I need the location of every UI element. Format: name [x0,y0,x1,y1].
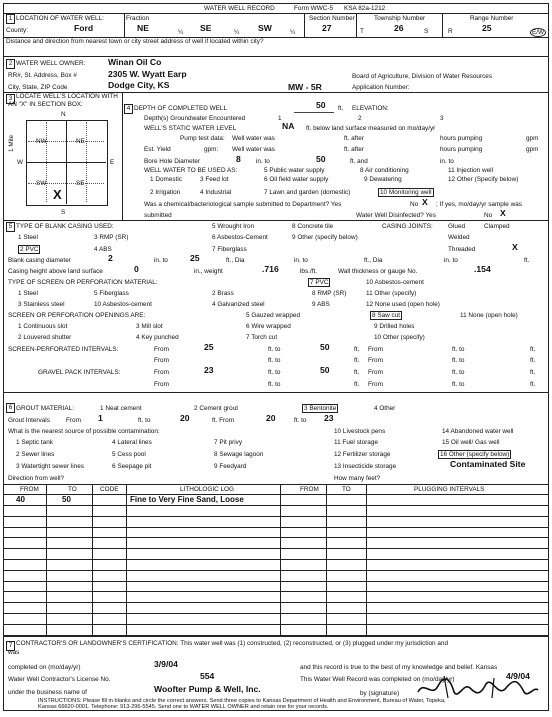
casing-pvc: 2 PVC [20,246,39,253]
contam-abandoned: 14 Abandoned water well [442,428,514,435]
blank-diameter-label: Blank casing diameter [8,257,71,264]
open-continuous: 1 Continuous slot [18,323,68,330]
owner-value: Winan Oil Co [108,57,162,67]
blank-in-to: in. to [154,257,168,264]
range-r: R [448,28,453,35]
casing-fiberglass: 7 Fiberglass [212,246,247,253]
water-well-record-form [3,3,549,711]
screen-type-label: TYPE OF SCREEN OR PERFORATION MATERIAL: [8,279,158,286]
ksa-number: KSA 82a-1212 [344,5,386,12]
joint-threaded-x: X [512,242,518,252]
sp-from-3: From [154,357,169,364]
gp-from-1: From [154,369,169,376]
grout-to-2-value: 23 [324,413,334,423]
open-torch: 7 Torch cut [246,334,278,341]
record-completed-label: This Water Well Record was completed on (mo/day/yr) [300,676,455,683]
open-gauzed: 5 Gauzed wrapped [246,312,301,319]
bore-value: 8 [236,154,241,164]
bore-in-to-2: in. to [440,158,454,165]
grout-ft-from: ft. From [212,417,235,424]
grout-intervals-label: Grout Intervals [8,417,50,424]
screen-galvanized: 10 Asbestos-cement [94,301,152,308]
disinfected-no-x: X [500,208,506,218]
groundwater-1: 1 [278,115,282,122]
wall-gauge-value: .154 [474,264,491,274]
sp-ft-to-3: ft. to [268,357,281,364]
joint-clamped: Clamped [484,223,510,230]
quarter-mark-3: ¼ [290,29,296,36]
license-number: 554 [200,671,215,681]
screen-intervals-label: SCREEN-PERFORATED INTERVALS: [8,346,119,353]
log-row-to: 50 [62,495,71,504]
log-row-line [4,613,548,614]
compass-n: N [61,111,66,118]
groundwater-2: 2 [358,115,362,122]
location-label: LOCATION OF WATER WELL: [16,15,104,22]
log-row-line [4,591,548,592]
joint-threaded: Threaded [448,246,476,253]
log-header-plug-from: FROM [300,486,319,493]
quadrant-sw: SW [36,180,47,187]
township-label: Township Number [374,15,426,22]
use-lawn: 7 Lawn and garden (domestic) [264,189,351,196]
open-saw-cut: 8 Saw cut [372,312,401,319]
well-water-label-2: Well water was [232,146,275,153]
grout-other: 4 Other [374,405,396,412]
grout-from-2-value: 20 [266,413,276,423]
section-number-value: 27 [322,23,332,33]
gp-ft-to-2: ft. to [452,369,465,376]
sp-from-1: From [154,346,169,353]
fraction-q2: SE [200,23,212,33]
how-many-feet-label: How many feet? [334,475,381,482]
contam-oil: 15 Oil well/ Gas well [442,439,500,446]
chem-if-yes: ; If yes, mo/day/yr sample was [436,201,522,208]
business-name: Woofter Pump & Well, Inc. [154,684,261,694]
contam-other: 16 Other (specify below) [440,451,510,458]
grout-neat: 1 Neat cement [100,405,142,412]
section-4-number: 4 [124,104,133,114]
contam-seepage: 6 Seepage pit [112,463,152,470]
open-none: 11 None (open hole) [460,312,518,319]
gpm-2: gpm [526,146,539,153]
locate-label-2: AN "X" IN SECTION BOX: [8,101,83,108]
quadrant-nw: NW [36,138,47,145]
screen-abs: 9 ABS [312,301,330,308]
depth-ft: ft. [338,105,344,112]
open-other: 10 Other (specify) [374,334,425,341]
use-air: 8 Air conditioning [360,167,409,174]
openings-label: SCREEN OR PERFORATION OPENINGS ARE: [8,312,146,319]
use-label: WELL WATER TO BE USED AS: [144,167,238,174]
address-value: 2305 W. Wyatt Earp [108,69,187,79]
pump-test-label: Pump test data: [180,135,225,142]
section-7-number: 7 [6,641,15,651]
joint-glued: Glued [448,223,466,230]
bore-ft-and: ft. and [350,158,368,165]
screen-brass: 3 Stainless steel [18,301,65,308]
static-level-value: NA [282,121,295,131]
casing-concrete: 8 Concrete tile [292,223,334,230]
open-key: 4 Key punched [136,334,179,341]
ft-after-2: ft. after [344,146,364,153]
screen-concrete: 4 Galvanized steel [212,301,265,308]
application-label: Application Number: [352,84,410,91]
gp-from-4: From [368,381,383,388]
gp-ft-4: ft. [530,381,536,388]
log-row-line [4,570,548,571]
gp-ft-2: ft. [530,369,536,376]
log-row-line [4,602,548,603]
joint-welded: Welded [448,234,470,241]
chem-sample-label: Was a chemical/bacteriological sample submitted to Department? Yes [144,201,342,208]
submitted-label: submitted [144,212,172,219]
casing-height-value: 0 [134,264,139,274]
bore-label: Bore Hole Diameter [144,158,201,165]
blank-ft-dia-2: ft., Dia [364,257,383,264]
contaminated-site-value: Contaminated Site [450,459,526,469]
sp-from-4: From [368,357,383,364]
grout-to-1-value: 20 [180,413,190,423]
disinfected-no: No [484,212,493,219]
use-other: 12 Other (Specify below) [448,176,519,183]
township-value: 26 [394,23,404,33]
static-level-label: WELL'S STATIC WATER LEVEL [144,125,237,132]
instructions-2: Kansas 66620-0001. Telephone: 913-296-5545. Send one to WATER WELL OWNER and retain one for your records. [38,704,329,710]
open-wire: 6 Wire wrapped [246,323,291,330]
gp-ft-to-1: ft. to [268,369,281,376]
fraction-q1: NE [137,23,149,33]
log-header-lithologic: LITHOLOGIC LOG [180,486,234,493]
casing-weight-value: .716 [262,264,279,274]
signature-label: by (signature) [360,690,400,697]
gp-from-2: From [368,369,383,376]
grout-bentonite: 3 Bentonite [304,405,337,412]
casing-steel: 1 Steel [18,234,38,241]
township-t: T [360,28,364,35]
ft-after-1: ft. after [344,135,364,142]
gp-ft-3: ft. [354,381,360,388]
screen-asbestos: 10 Asbestos-cement [366,279,424,286]
sp-from-2: From [368,346,383,353]
log-row-line [4,635,548,636]
chem-no: No [410,201,419,208]
use-monitoring: 10 Monitoring well [380,189,432,196]
log-header-from: FROM [20,486,39,493]
log-row-line [4,559,548,560]
section-2-number: 2 [6,59,15,69]
grout-from-1-value: 1 [98,413,103,423]
instructions-1: INSTRUCTIONS: Please fill in blanks and circle the correct answers. Send three copies to Kansas Department of Health and Environment, Bureau of Water, Topeka, [38,698,446,704]
log-row-line [4,581,548,582]
direction-label: Direction from well? [8,475,65,482]
contam-livestock: 10 Livestock pens [334,428,386,435]
casing-other: 9 Other (specify below) [292,234,358,241]
hours-pumping-1: hours pumping [440,135,483,142]
grout-ft-to-1: ft. to [138,417,151,424]
est-yield-gpm: gpm: [204,146,219,153]
well-location-x: X [53,187,62,202]
log-header-plug-to: TO [342,486,351,493]
contam-watertight: 3 Watertight sewer lines [16,463,84,470]
section-5-number: 5 [6,222,15,232]
range-label: Range Number [470,15,514,22]
gravel-pack-label: GRAVEL PACK INTERVALS: [38,369,121,376]
contamination-label: What is the nearest source of possible contamination: [8,428,160,435]
section-1-number: 1 [6,14,15,24]
chem-no-x: X [422,197,428,207]
open-drilled: 9 Drilled holes [374,323,415,330]
open-mill: 3 Mill slot [136,323,163,330]
log-header-to: TO [68,486,77,493]
sp-ft-2: ft. [530,346,536,353]
use-injection: 11 Injection well [448,167,493,174]
blank-diameter-value: 2 [108,253,113,263]
business-label: under the business name of [8,689,87,696]
static-level-rest: ft. below land surface measured on mo/day/yr [306,125,436,132]
board-text: Board of Agriculture, Division of Water Resources [352,73,493,80]
casing-joints-label: CASING JOINTS: [382,223,433,230]
sp-ft-1: ft. [354,346,360,353]
casing-rmp: 3 RMP (SR) [94,234,129,241]
log-row-line [4,624,548,625]
use-oilfield: 6 Oil field water supply [264,176,329,183]
log-row-description: Fine to Very Fine Sand, Loose [130,495,244,504]
contam-lagoon: 8 Sewage lagoon [214,451,264,458]
contam-fuel: 11 Fuel storage [334,439,378,446]
quadrant-ne: NE [76,138,85,145]
use-irrigation: 2 Irrigation [150,189,181,196]
use-dewatering: 9 Dewatering [364,176,402,183]
sp-ft-to-1: ft. to [268,346,281,353]
screen-other: 11 Other (specify) [366,290,417,297]
sp-to-value: 50 [320,342,330,352]
blank-to-value: 25 [190,253,200,263]
log-header-code: CODE [100,486,119,493]
contam-feedyard: 9 Feedyard [214,463,247,470]
use-domestic: 1 Domestic [150,176,182,183]
disinfected-label: Water Well Disinfected? Yes [356,212,436,219]
mile-scale-label: 1 Mile [8,134,15,152]
bore-to-value: 50 [316,154,326,164]
distance-label: Distance and direction from nearest town or city street address of well if located within city? [6,38,264,45]
grout-label: GROUT MATERIAL: [16,405,74,412]
bore-in-to: in. to [256,158,270,165]
sp-from-value: 25 [204,342,214,352]
use-industrial: 4 Industrial [200,189,232,196]
true-text: and this record is true to the best of my knowledge and belief. Kansas [300,664,498,671]
casing-asbestos: 6 Asbestos-Cement [212,234,268,241]
casing-wrought: 5 Wrought Iron [212,223,255,230]
completed-label: completed on (mo/day/yr) [8,664,81,671]
gp-ft-to-4: ft. to [452,381,465,388]
fraction-label: Fraction [126,15,150,22]
grout-ft-to-2: ft. to [294,417,307,424]
sp-ft-3: ft. [354,357,360,364]
open-louvered: 2 Louvered shutter [18,334,72,341]
form-title: WATER WELL RECORD [204,5,275,12]
township-s: S [424,28,429,35]
section-6-number: 6 [6,403,15,413]
use-feedlot: 3 Feed lot [200,176,229,183]
section-number-label: Section Number [309,15,355,22]
blank-in-to-3: in. to [444,257,458,264]
record-date: 4/9/04 [506,671,530,681]
monitoring-well-id: MW - 5R [288,82,322,92]
log-row-from: 40 [16,495,25,504]
sp-ft-to-4: ft. to [452,357,465,364]
form-number: Form WWC-5 [294,5,334,12]
log-row-line [4,516,548,517]
log-header-plugging: PLUGGING INTERVALS [414,486,485,493]
city-value: Dodge City, KS [108,80,170,90]
hours-pumping-2: hours pumping [440,146,483,153]
gp-ft-to-3: ft. to [268,381,281,388]
groundwater-label: Depth(s) Groundwater Encountered [144,115,246,122]
grout-from-1: From [66,417,81,424]
owner-label: WATER WELL OWNER: [16,60,86,67]
casing-height-label: Casing height above land surface [8,268,103,275]
contam-septic: 1 Septic tank [16,439,53,446]
contam-lateral: 4 Lateral lines [112,439,152,446]
fraction-q3: SW [258,23,272,33]
casing-weight-label: in., weight [194,268,223,275]
city-label: City, State, ZIP Code [8,84,68,91]
contam-cess: 5 Cess pool [112,451,146,458]
casing-abs: 4 ABS [94,246,112,253]
east-west-indicator: E/W [532,29,545,36]
log-row-line [4,548,548,549]
screen-pvc: 7 PVC [310,279,329,286]
completed-date: 3/9/04 [154,659,178,669]
quadrant-se: SE [76,180,85,187]
casing-lbs: lbs./ft. [300,268,318,275]
compass-e: E [110,159,115,166]
section-box [26,120,108,206]
locate-label: LOCATE WELL'S LOCATION WITH [16,93,118,100]
certification-text: CONTRACTOR'S OR LANDOWNER'S CERTIFICATION: This water well was (1) constructed, (2) reconstructed, or (3) plugged under my jurisdiction and [16,640,449,647]
screen-rmp: 8 RMP (SR) [312,290,347,297]
range-value: 25 [482,23,492,33]
elevation-label: ELEVATION: [352,105,389,112]
depth-value: 50 [316,100,326,110]
blank-in-to-2: in. to [294,257,308,264]
wall-thickness-label: Wall thickness or gauge No. [338,268,418,275]
compass-w: W [17,159,24,166]
county-value: Ford [74,23,94,33]
screen-stainless: 5 Fiberglass [94,290,129,297]
quarter-mark-1: ¼ [178,29,184,36]
grout-cement: 2 Cement grout [194,405,239,412]
blank-ft-3: ft. [524,257,530,264]
section-3-number: 3 [6,94,15,104]
county-label: County: [6,27,29,34]
gpm-1: gpm [526,135,539,142]
blank-ft-dia: ft., Dia [226,257,245,264]
well-water-label: Well water was [232,135,275,142]
log-row-line [4,537,548,538]
screen-fiberglass: 2 Brass [212,290,234,297]
gp-to-value: 50 [320,365,330,375]
casing-type-label: TYPE OF BLANK CASING USED: [16,223,114,230]
license-label: Water Well Contractor's License No. [8,676,111,683]
contam-fertilizer: 12 Fertilizer storage [334,451,391,458]
depth-label: DEPTH OF COMPLETED WELL [134,105,228,112]
gp-ft-1: ft. [354,369,360,376]
certification-was: was [8,649,20,656]
log-row-line [4,527,548,528]
gp-from-value: 23 [204,365,214,375]
use-public: 5 Public water supply [264,167,325,174]
contam-pit: 7 Pit privy [214,439,243,446]
contam-sewer: 2 Sewer lines [16,451,55,458]
compass-s: S [61,209,66,216]
screen-steel: 1 Steel [18,290,38,297]
screen-none: 12 None used (open hole) [366,301,440,308]
gp-from-3: From [154,381,169,388]
est-yield-label: Est. Yield [144,146,171,153]
log-row-line [4,505,548,506]
address-label: RR#, St. Address, Box # [8,72,77,79]
groundwater-3: 3 [440,115,444,122]
sp-ft-to-2: ft. to [452,346,465,353]
quarter-mark-2: ¼ [234,29,240,36]
contam-insecticide: 13 Insecticide storage [334,463,397,470]
sp-ft-4: ft. [530,357,536,364]
